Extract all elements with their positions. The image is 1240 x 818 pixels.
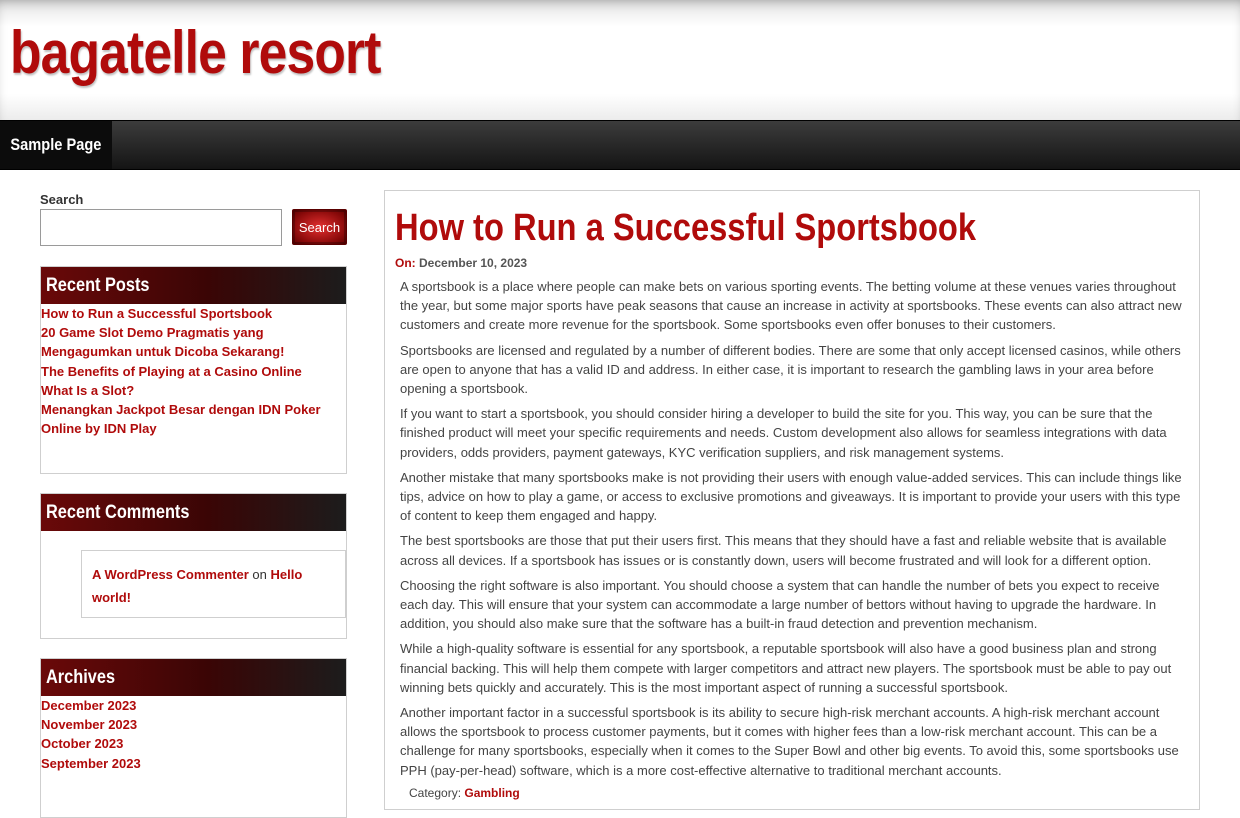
post-meta bbox=[395, 256, 527, 270]
article-paragraph: While a high-quality software is essential for any sportsbook, a reputable sportsbook will also have a good business plan and strong financial backing. This will help them compete with larger competitors and attract new players. The sportsbook must be able to pay out winning bets quickly and accurately. This is the most important aspect of running a successful sportsbook. bbox=[400, 641, 1172, 695]
recent-posts-widget bbox=[40, 266, 347, 474]
widget-title bbox=[41, 659, 346, 696]
article-paragraph: If you want to start a sportsbook, you should consider hiring a developer to build the site for you. This way, you can be sure that the finished product will meet your specific requirements and needs. Custom development also allows for seamless integrations with data providers, odds providers, payment gateways, KYC verification suppliers, and risk management systems. bbox=[400, 406, 1167, 460]
widget-title-text: Recent Posts bbox=[46, 275, 150, 296]
recent-post-link[interactable]: What Is a Slot? bbox=[41, 382, 135, 398]
article-content bbox=[400, 277, 1186, 800]
list-item bbox=[41, 381, 346, 400]
recent-comments-widget bbox=[40, 493, 347, 639]
widget-title bbox=[41, 494, 346, 531]
comment-post-link[interactable]: Hello world! bbox=[92, 567, 303, 605]
archives-list bbox=[41, 696, 346, 773]
list-item bbox=[41, 696, 346, 715]
main-navigation bbox=[0, 120, 1240, 170]
search-button[interactable]: Search bbox=[292, 209, 347, 245]
recent-comment-item bbox=[81, 550, 346, 618]
widget-title-text: Archives bbox=[46, 667, 116, 688]
list-item bbox=[41, 400, 346, 438]
list-item bbox=[41, 715, 346, 734]
widget-title-text: Recent Comments bbox=[46, 502, 190, 523]
comment-connector: on bbox=[252, 567, 267, 582]
archive-link[interactable]: October 2023 bbox=[41, 736, 124, 752]
archive-link[interactable]: September 2023 bbox=[41, 755, 141, 771]
search-label: Search bbox=[40, 192, 84, 207]
article-paragraph: Choosing the right software is also important. You should choose a system that can handle the number of bets you expect to receive each day. This will ensure that your system can accommodate a large number of bettors without having to upgrade the hardware. In addition, you should also make sure that the software has a built-in fraud detection and prevention mechanism. bbox=[400, 577, 1160, 632]
archives-widget bbox=[40, 658, 347, 818]
recent-post-link[interactable]: The Benefits of Playing at a Casino Online bbox=[41, 363, 302, 379]
comment-author-link[interactable]: A WordPress Commenter bbox=[92, 567, 249, 582]
category-label: Category: bbox=[409, 785, 462, 800]
post-category bbox=[400, 786, 1186, 800]
widget-title bbox=[41, 267, 346, 304]
recent-posts-list bbox=[41, 304, 346, 438]
site-title[interactable]: bagatelle resort bbox=[10, 19, 381, 86]
list-item bbox=[41, 362, 346, 381]
recent-post-link[interactable]: How to Run a Successful Sportsbook bbox=[41, 306, 273, 321]
post-date: December 10, 2023 bbox=[419, 256, 528, 270]
category-link[interactable]: Gambling bbox=[464, 785, 520, 800]
archive-link[interactable]: December 2023 bbox=[41, 698, 137, 713]
article-paragraph: A sportsbook is a place where people can make bets on various sporting events. The betting volume at these venues varies throughout the year, but some major sports have peak seasons that cause an increase in activity at sportsbooks. These events can also attract new customers and create more revenue for the sportsbook. Some sportsbooks even offer bonuses to their customers. bbox=[400, 279, 1182, 333]
archive-link[interactable]: November 2023 bbox=[41, 717, 138, 733]
site-header bbox=[0, 0, 1240, 120]
article-paragraph: Sportsbooks are licensed and regulated by a number of different bodies. There are some that only accept licensed casinos, while others are open to anyone that has a valid ID and address. In either case, it is important to research the gambling laws in your area before opening a sportsbook. bbox=[400, 342, 1181, 397]
list-item bbox=[41, 754, 346, 773]
article-paragraph: The best sportsbooks are those that put their users first. This means that they should have a fast and reliable website that is available across all devices. If a sportsbook has issues or is constantly down, users will become frustrated and will look for a different option. bbox=[400, 533, 1167, 568]
list-item bbox=[41, 304, 346, 323]
article-title[interactable]: How to Run a Successful Sportsbook bbox=[395, 207, 977, 249]
post-meta-label: On: bbox=[395, 256, 416, 270]
search-input[interactable] bbox=[40, 209, 282, 246]
list-item bbox=[41, 734, 346, 753]
recent-post-link[interactable]: 20 Game Slot Demo Pragmatis yang Mengagumkan untuk Dicoba Sekarang! bbox=[41, 325, 285, 360]
article-paragraph: Another mistake that many sportsbooks make is not providing their users with enough value-added services. This can include things like tips, advice on how to play a game, or access to exclusive promotions and giveaways. It is important to provide your users with this type of content to keep them engaged and happy. bbox=[400, 469, 1182, 524]
nav-item-label: Sample Page bbox=[10, 135, 102, 154]
recent-post-link[interactable]: Menangkan Jackpot Besar dengan IDN Poker Online by IDN Play bbox=[41, 402, 321, 437]
list-item bbox=[41, 323, 346, 361]
nav-item-sample-page[interactable] bbox=[0, 121, 112, 169]
article-paragraph: Another important factor in a successful sportsbook is its ability to secure high-risk merchant accounts. A high-risk merchant account allows the sportsbook to process customer payments, but it comes with higher fees than a low-risk merchant account. This can be a challenge for many sportsbooks, especially when it comes to the Super Bowl and other big events. To avoid this, some sportsbooks use PPH (pay-per-head) software, which is a more cost-effective alternative to traditional merchant accounts. bbox=[400, 705, 1179, 778]
article bbox=[384, 190, 1200, 810]
